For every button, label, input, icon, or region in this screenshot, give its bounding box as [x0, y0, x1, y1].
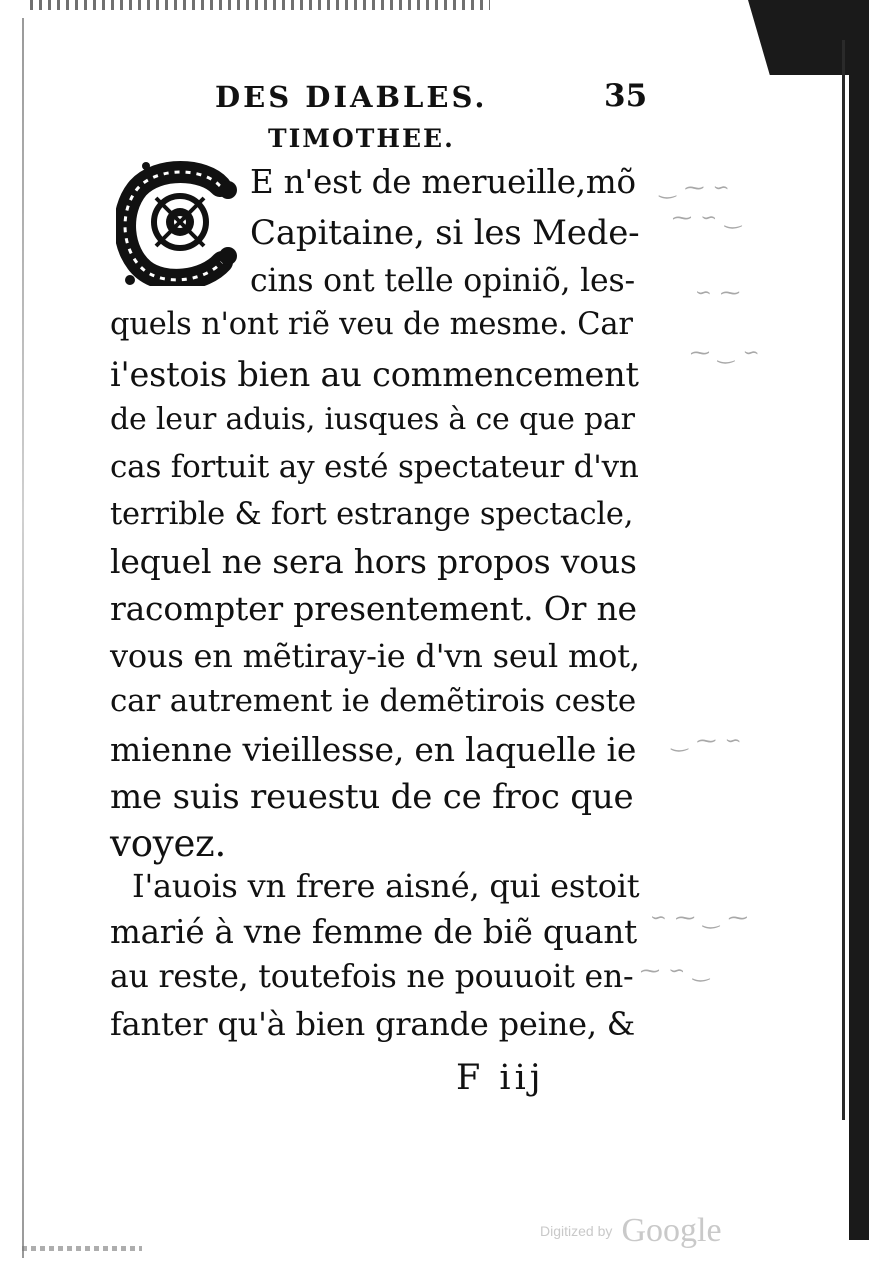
- text-line: car autrement ie demẽtirois ceste: [110, 683, 637, 719]
- scan-bottom-marks: [22, 1246, 142, 1251]
- text-line: cas fortuit ay esté spectateur d'vn: [110, 449, 639, 485]
- google-logo: Google: [621, 1212, 722, 1249]
- show-through-mark: ∽ ⁓: [695, 280, 742, 304]
- digitized-by-label: Digitized by: [540, 1223, 613, 1239]
- text-line: i'estois bien au commencement: [110, 355, 639, 394]
- show-through-mark: ∽ ⁓ ‿ ⁓: [650, 905, 749, 929]
- digitized-watermark: [540, 1212, 722, 1250]
- scan-left-edge: [22, 18, 24, 1258]
- page-number: 35: [604, 78, 648, 114]
- show-through-mark: ‿ ⁓ ∽: [660, 175, 731, 199]
- ornamental-initial-c-icon: [116, 160, 244, 286]
- text-line: me suis reuestu de ce froc que: [110, 777, 634, 817]
- text-line: cins ont telle opiniõ, les-: [250, 263, 635, 299]
- text-line: vous en mẽtiray-ie d'vn seul mot,: [110, 637, 640, 675]
- scan-corner-shadow: [748, 0, 869, 75]
- text-line: E n'est de merueille,mõ: [250, 163, 636, 201]
- text-line: mienne vieillesse, en laquelle ie: [110, 730, 637, 769]
- show-through-mark: ⁓ ∽ ‿: [672, 205, 743, 229]
- running-title: DES DIABLES.: [215, 80, 488, 114]
- scan-top-marks: [30, 0, 490, 10]
- scan-edge-line: [842, 40, 845, 1120]
- show-through-mark: ⁓ ‿ ∽: [690, 340, 761, 364]
- text-line: de leur aduis, iusques à ce que par: [110, 402, 635, 437]
- text-line: lequel ne sera hors propos vous: [110, 542, 637, 581]
- signature-mark: F iij: [456, 1058, 545, 1098]
- text-line: quels n'ont riẽ veu de mesme. Car: [110, 307, 633, 342]
- scan-right-edge: [849, 0, 869, 1240]
- text-line: marié à vne femme de biẽ quant: [110, 913, 637, 951]
- show-through-mark: ⁓ ∽ ‿: [640, 958, 711, 982]
- text-line: fanter qu'à bien grande peine, &: [110, 1005, 636, 1043]
- text-line: racompter presentement. Or ne: [110, 589, 637, 628]
- speaker-heading: TIMOTHEE.: [268, 124, 455, 153]
- text-line: Capitaine, si les Mede-: [250, 213, 640, 253]
- text-line: terrible & fort estrange spectacle,: [110, 497, 634, 532]
- show-through-mark: ‿ ⁓ ∽: [672, 728, 743, 752]
- text-line: au reste, toutefois ne pouuoit en-: [110, 959, 634, 995]
- text-line: I'auois vn frere aisné, qui estoit: [132, 867, 640, 905]
- text-line: voyez.: [110, 822, 227, 865]
